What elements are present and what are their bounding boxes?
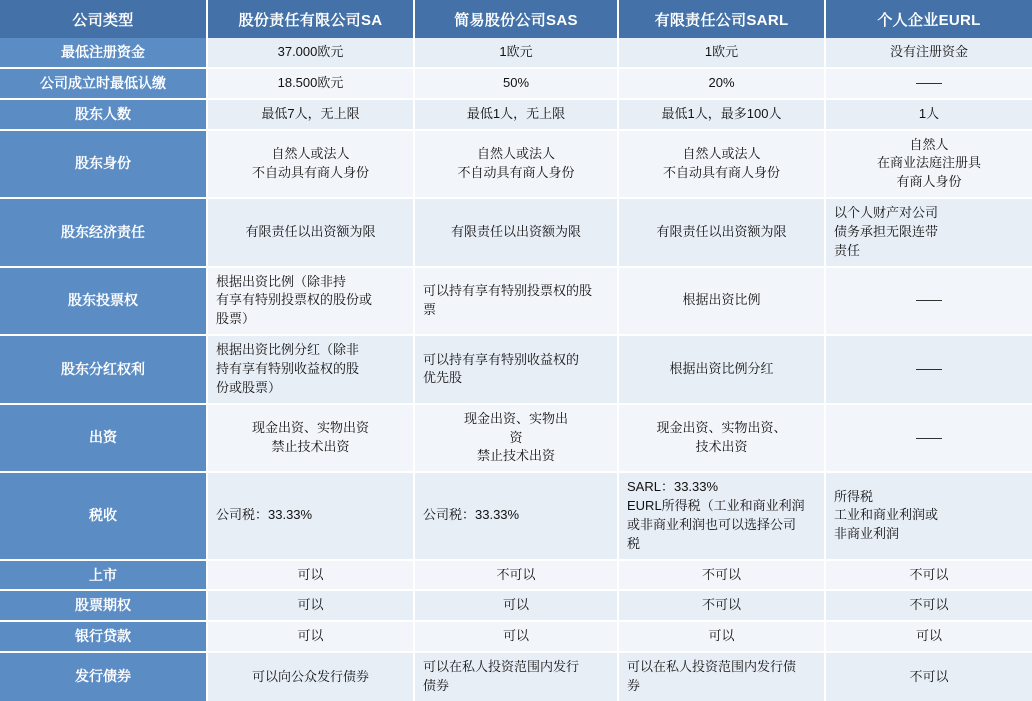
table-cell: 20% xyxy=(618,68,825,99)
table-cell: 不可以 xyxy=(414,560,618,591)
table-cell: 可以 xyxy=(207,621,414,652)
table-row xyxy=(0,99,1032,130)
table-cell: —— xyxy=(825,68,1032,99)
row-header: 股东分红权利 xyxy=(0,335,207,404)
table-cell: 可以持有享有特别收益权的 优先股 xyxy=(414,335,618,404)
table-header xyxy=(0,0,1032,38)
table-cell: 不可以 xyxy=(825,590,1032,621)
table-cell: 不可以 xyxy=(825,652,1032,701)
table-cell: 自然人或法人 不自动具有商人身份 xyxy=(414,130,618,199)
table-cell: 根据出资比例 xyxy=(618,267,825,336)
table-row xyxy=(0,652,1032,701)
row-header: 最低注册资金 xyxy=(0,38,207,68)
table-cell: 不可以 xyxy=(618,560,825,591)
table-row xyxy=(0,130,1032,199)
table-cell: 最低7人，无上限 xyxy=(207,99,414,130)
row-header: 出资 xyxy=(0,404,207,473)
row-header: 发行债券 xyxy=(0,652,207,701)
column-header-4: 个人企业EURL xyxy=(825,0,1032,38)
table-cell: 18.500欧元 xyxy=(207,68,414,99)
table-row xyxy=(0,68,1032,99)
table-cell: 根据出资比例（除非持 有享有特别投票权的股份或 股票） xyxy=(207,267,414,336)
table-body xyxy=(0,38,1032,701)
table-row xyxy=(0,404,1032,473)
column-header-0: 公司类型 xyxy=(0,0,207,38)
table-cell: 公司税：33.33% xyxy=(207,472,414,559)
table-cell: 现金出资、实物出 资 禁止技术出资 xyxy=(414,404,618,473)
table-cell: 自然人或法人 不自动具有商人身份 xyxy=(207,130,414,199)
table-cell: 可以 xyxy=(207,590,414,621)
table-cell: 以个人财产对公司 债务承担无限连带 责任 xyxy=(825,198,1032,267)
table-row xyxy=(0,621,1032,652)
table-cell: 有限责任以出资额为限 xyxy=(207,198,414,267)
row-header: 公司成立时最低认缴 xyxy=(0,68,207,99)
table-cell: 可以 xyxy=(618,621,825,652)
table-row xyxy=(0,198,1032,267)
table-cell: 1欧元 xyxy=(414,38,618,68)
column-header-2: 简易股份公司SAS xyxy=(414,0,618,38)
table-row xyxy=(0,590,1032,621)
table-cell: 现金出资、实物出资、 技术出资 xyxy=(618,404,825,473)
row-header: 股东投票权 xyxy=(0,267,207,336)
row-header: 税收 xyxy=(0,472,207,559)
table-cell: 现金出资、实物出资 禁止技术出资 xyxy=(207,404,414,473)
table-cell: 可以 xyxy=(825,621,1032,652)
table-cell: 37.000欧元 xyxy=(207,38,414,68)
table-row xyxy=(0,560,1032,591)
column-header-1: 股份责任有限公司SA xyxy=(207,0,414,38)
table-cell: 可以 xyxy=(414,621,618,652)
table-cell: 可以向公众发行债券 xyxy=(207,652,414,701)
table-cell: —— xyxy=(825,267,1032,336)
table-cell: 有限责任以出资额为限 xyxy=(618,198,825,267)
table-cell: 可以 xyxy=(414,590,618,621)
table-cell: 没有注册资金 xyxy=(825,38,1032,68)
table-cell: 最低1人，无上限 xyxy=(414,99,618,130)
table-cell: 不可以 xyxy=(825,560,1032,591)
column-header-3: 有限责任公司SARL xyxy=(618,0,825,38)
table-row xyxy=(0,335,1032,404)
table-cell: 可以持有享有特别投票权的股 票 xyxy=(414,267,618,336)
table-cell: 自然人或法人 不自动具有商人身份 xyxy=(618,130,825,199)
table-cell: 可以在私人投资范围内发行债 券 xyxy=(618,652,825,701)
row-header: 上市 xyxy=(0,560,207,591)
table-cell: 所得税 工业和商业利润或 非商业利润 xyxy=(825,472,1032,559)
table-cell: 1人 xyxy=(825,99,1032,130)
table-header-row xyxy=(0,0,1032,38)
table-row xyxy=(0,472,1032,559)
table-cell: 50% xyxy=(414,68,618,99)
table-cell: —— xyxy=(825,335,1032,404)
table-cell: SARL：33.33% EURL所得税（工业和商业利润 或非商业利润也可以选择公司 税 xyxy=(618,472,825,559)
table-cell: 根据出资比例分红 xyxy=(618,335,825,404)
row-header: 股票期权 xyxy=(0,590,207,621)
row-header: 股东经济责任 xyxy=(0,198,207,267)
table-cell: 自然人 在商业法庭注册具 有商人身份 xyxy=(825,130,1032,199)
row-header: 股东人数 xyxy=(0,99,207,130)
table-cell: 可以在私人投资范围内发行 债券 xyxy=(414,652,618,701)
table-cell: 最低1人，最多100人 xyxy=(618,99,825,130)
table-row xyxy=(0,267,1032,336)
table-cell: 可以 xyxy=(207,560,414,591)
table-cell: 公司税：33.33% xyxy=(414,472,618,559)
row-header: 股东身份 xyxy=(0,130,207,199)
table-cell: —— xyxy=(825,404,1032,473)
table-cell: 有限责任以出资额为限 xyxy=(414,198,618,267)
table-cell: 不可以 xyxy=(618,590,825,621)
table-cell: 根据出资比例分红（除非 持有享有特别收益权的股 份或股票） xyxy=(207,335,414,404)
table-cell: 1欧元 xyxy=(618,38,825,68)
row-header: 银行贷款 xyxy=(0,621,207,652)
table-row xyxy=(0,38,1032,68)
